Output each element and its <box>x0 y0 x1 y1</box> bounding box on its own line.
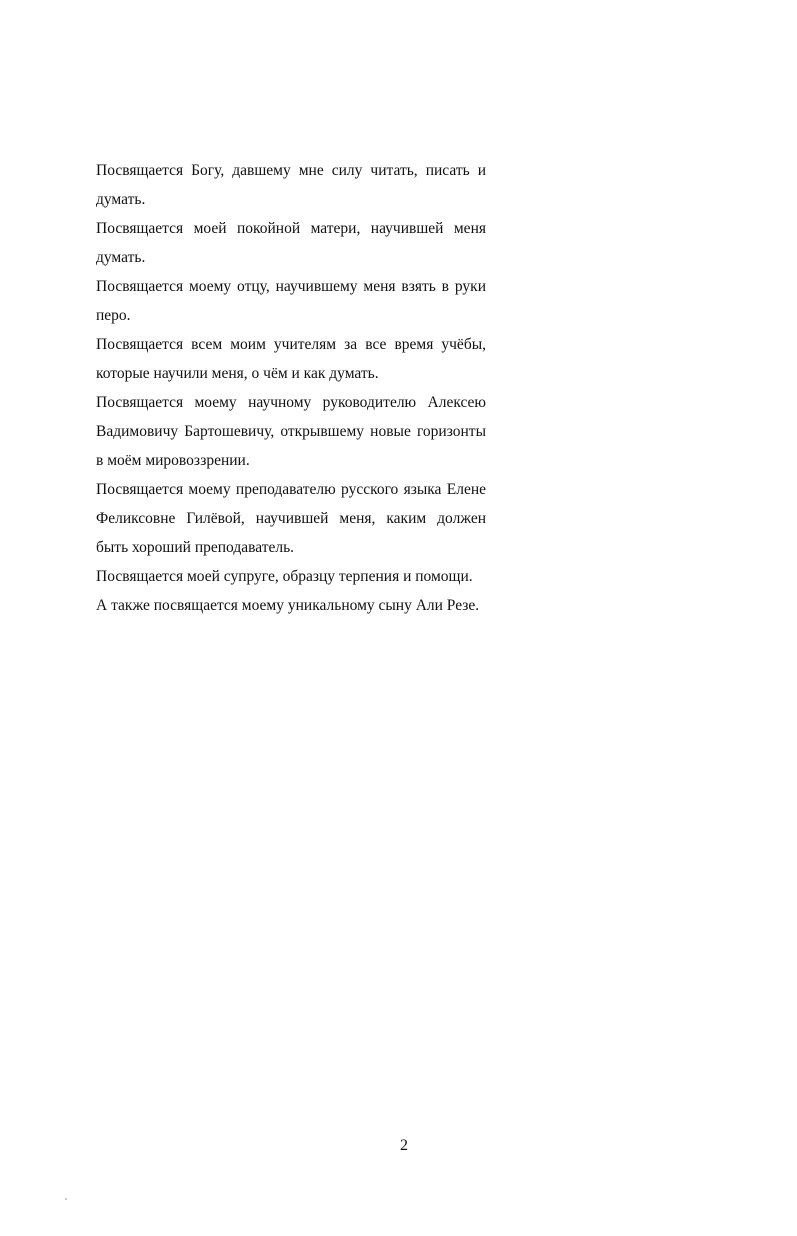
dedication-wife: Посвящается моей супруге, образцу терпения и помощи. <box>96 568 473 585</box>
dedication-son: А также посвящается моему уникальному сыну Али Резе. <box>96 597 480 614</box>
dedication-mother: Посвящается моей покойной матери, научившей меня думать. <box>96 220 486 266</box>
dedication-teachers: Посвящается всем моим учителям за все время учёбы, которые научили меня, о чём и как думать. <box>96 336 486 382</box>
dedication-section <box>96 156 486 620</box>
page-number: 2 <box>400 1137 408 1154</box>
dedication-russian-teacher: Посвящается моему преподавателю русского языка Елене Феликсовне Гилёвой, научившей меня, каким должен быть хороший преподаватель. <box>96 481 486 556</box>
dedication-father: Посвящается моему отцу, научившему меня взять в руки перо. <box>96 278 486 324</box>
dedication-god: Посвящается Богу, давшему мне силу читать, писать и думать. <box>96 162 486 208</box>
scan-artifact <box>65 1198 67 1200</box>
dedication-supervisor: Посвящается моему научному руководителю Алексею Вадимовичу Бартошевичу, открывшему новые горизонты в моём мировоззрении. <box>96 394 486 469</box>
